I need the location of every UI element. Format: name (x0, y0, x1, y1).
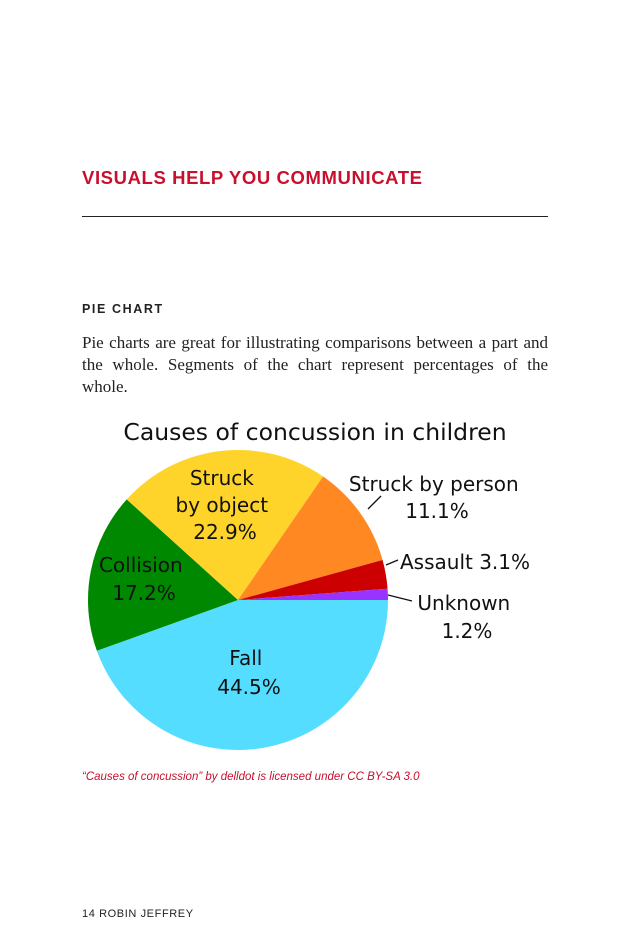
label-struck-by-object: Struck by object 22.9% (175, 466, 269, 544)
label-struck-by-person: Struck by person 11.1% (348, 472, 519, 523)
label-collision: Collision 17.2% (98, 553, 183, 605)
leader-line-unknown (388, 595, 412, 601)
section-heading: PIE CHART (82, 302, 164, 316)
chart-title: Causes of concussion in children (123, 418, 507, 446)
body-paragraph: Pie charts are great for illustrating comparisons between a part and the whole. Segments of the chart represent percentages of the whole. (82, 333, 548, 396)
label-fall: Fall 44.5% (217, 646, 281, 699)
image-credit-caption: “Causes of concussion” by delldot is licensed under CC BY-SA 3.0 (82, 771, 420, 783)
leader-line-assault (386, 560, 398, 565)
label-unknown: Unknown 1.2% (417, 591, 511, 643)
chapter-heading: VISUALS HELP YOU COMMUNICATE (82, 167, 423, 188)
leader-line-struck-by-person (368, 496, 381, 509)
page-footer: 14 ROBIN JEFFREY (82, 908, 194, 920)
label-assault: Assault 3.1% (400, 550, 531, 574)
